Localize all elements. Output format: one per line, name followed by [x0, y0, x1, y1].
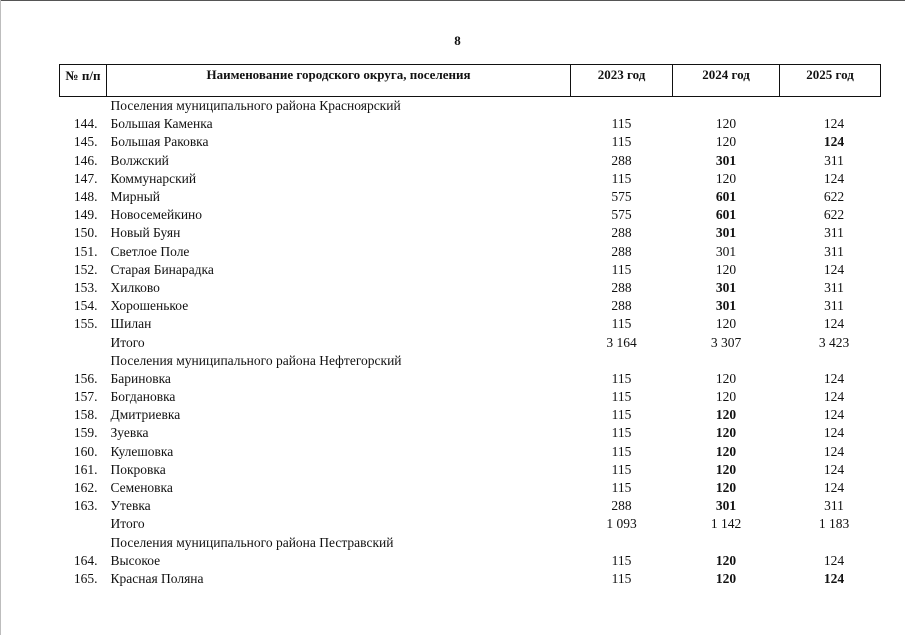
- header-2023: 2023 год: [571, 65, 673, 97]
- value-2024: 120: [715, 170, 737, 186]
- value-2025: 124: [823, 443, 845, 459]
- row-number: 157.: [73, 389, 98, 405]
- table-row: [60, 133, 881, 151]
- table-row: [60, 315, 881, 333]
- table-body: [60, 97, 881, 589]
- value-2024: 120: [715, 389, 737, 405]
- settlement-name: Светлое Поле: [110, 243, 190, 259]
- settlement-name: Большая Каменка: [110, 116, 213, 132]
- section-title: Поселения муниципального района Нефтегорский: [110, 352, 402, 368]
- header-2025: 2025 год: [780, 65, 881, 97]
- row-number: [60, 515, 107, 533]
- value-2025: 1 183: [818, 516, 850, 532]
- value-2025: 124: [823, 570, 845, 586]
- row-number: [60, 534, 107, 552]
- total-label: Итого: [110, 334, 145, 350]
- settlement-name: Семеновка: [110, 480, 173, 496]
- scan-edge-left: [0, 0, 1, 635]
- value-2025: 124: [823, 425, 845, 441]
- table-row: [60, 206, 881, 224]
- value-2023: 575: [611, 207, 632, 223]
- value-2024: 301: [715, 225, 737, 241]
- value-2025: 124: [823, 170, 845, 186]
- value-2024: [673, 97, 780, 116]
- value-2023: 115: [611, 389, 632, 405]
- table-row: [60, 370, 881, 388]
- row-number: [60, 97, 107, 116]
- total-row: [60, 515, 881, 533]
- value-2024: [673, 534, 780, 552]
- value-2025: [780, 97, 881, 116]
- row-number: 163.: [73, 498, 98, 514]
- value-2024: 301: [715, 243, 737, 259]
- value-2024: 120: [715, 116, 737, 132]
- value-2023: 115: [611, 261, 632, 277]
- settlement-name: Покровка: [110, 461, 166, 477]
- value-2023: [571, 534, 673, 552]
- value-2025: 124: [823, 552, 845, 568]
- row-number: 165.: [73, 570, 98, 586]
- row-number: 145.: [73, 134, 98, 150]
- total-label: Итого: [110, 516, 145, 532]
- settlement-name: Старая Бинарадка: [110, 261, 214, 277]
- value-2025: 311: [824, 279, 844, 295]
- value-2023: 115: [611, 461, 632, 477]
- value-2024: 120: [715, 461, 737, 477]
- value-2023: 115: [611, 425, 632, 441]
- value-2024: 601: [715, 207, 737, 223]
- page-number: 8: [454, 33, 461, 48]
- value-2023: 115: [611, 370, 632, 386]
- row-number: 150.: [73, 225, 98, 241]
- value-2023: 115: [611, 407, 632, 423]
- value-2023: 575: [611, 189, 632, 205]
- value-2023: 115: [611, 443, 632, 459]
- value-2025: 3 423: [818, 334, 850, 350]
- value-2023: 288: [611, 243, 632, 259]
- value-2024: 120: [715, 425, 737, 441]
- value-2024: 120: [715, 480, 737, 496]
- header-num: № п/п: [60, 65, 107, 97]
- settlement-name: Зуевка: [110, 425, 149, 441]
- table-row: [60, 279, 881, 297]
- value-2023: 3 164: [606, 334, 637, 350]
- section-row: [60, 97, 881, 116]
- scan-edge-top: [0, 0, 905, 1]
- row-number: 154.: [73, 298, 98, 314]
- value-2025: 311: [824, 498, 844, 514]
- table-row: [60, 406, 881, 424]
- settlement-name: Хорошенькое: [110, 298, 189, 314]
- settlement-name: Новый Буян: [110, 225, 181, 241]
- value-2023: 115: [611, 480, 632, 496]
- value-2024: 301: [715, 298, 737, 314]
- value-2023: 288: [611, 298, 632, 314]
- row-number: [60, 333, 107, 351]
- settlement-name: Хилково: [110, 279, 160, 295]
- value-2025: 622: [823, 189, 845, 205]
- table-row: [60, 388, 881, 406]
- row-number: 164.: [73, 552, 98, 568]
- settlement-name: Волжский: [110, 152, 169, 168]
- row-number: [60, 352, 107, 370]
- header-row: [60, 65, 881, 97]
- value-2025: 311: [824, 225, 844, 241]
- row-number: 161.: [73, 461, 98, 477]
- value-2025: [780, 534, 881, 552]
- value-2024: 120: [715, 261, 737, 277]
- value-2023: 115: [611, 552, 632, 568]
- value-2025: 124: [823, 134, 845, 150]
- value-2023: [571, 352, 673, 370]
- value-2023: 288: [611, 225, 632, 241]
- value-2025: 124: [823, 407, 845, 423]
- value-2023: 1 093: [606, 516, 637, 532]
- value-2024: 120: [715, 134, 737, 150]
- row-number: 151.: [73, 243, 98, 259]
- value-2024: 301: [715, 152, 737, 168]
- total-row: [60, 333, 881, 351]
- table-row: [60, 297, 881, 315]
- settlement-name: Утевка: [110, 498, 151, 514]
- value-2025: 311: [824, 152, 844, 168]
- row-number: 159.: [73, 425, 98, 441]
- table-row: [60, 497, 881, 515]
- value-2025: 311: [824, 243, 844, 259]
- table-header: [60, 65, 881, 97]
- table-row: [60, 570, 881, 588]
- value-2024: 601: [715, 189, 737, 205]
- value-2024: [673, 352, 780, 370]
- value-2024: 120: [715, 570, 737, 586]
- row-number: 156.: [73, 370, 98, 386]
- settlement-name: Коммунарский: [110, 170, 197, 186]
- row-number: 153.: [73, 279, 98, 295]
- value-2025: 124: [823, 316, 845, 332]
- value-2024: 120: [715, 552, 737, 568]
- table-row: [60, 243, 881, 261]
- section-row: [60, 352, 881, 370]
- table-row: [60, 261, 881, 279]
- table-row: [60, 152, 881, 170]
- row-number: 162.: [73, 480, 98, 496]
- value-2025: [780, 352, 881, 370]
- section-title: Поселения муниципального района Красноярский: [110, 98, 401, 114]
- value-2025: 124: [823, 261, 845, 277]
- value-2024: 120: [715, 407, 737, 423]
- settlement-name: Дмитриевка: [110, 407, 181, 423]
- value-2025: 124: [823, 116, 845, 132]
- row-number: 147.: [73, 170, 98, 186]
- value-2023: 288: [611, 152, 632, 168]
- value-2023: [571, 97, 673, 116]
- value-2024: 120: [715, 316, 737, 332]
- settlement-name: Богдановка: [110, 389, 176, 405]
- settlement-name: Бариновка: [110, 370, 171, 386]
- value-2025: 622: [823, 207, 845, 223]
- settlement-name: Красная Поляна: [110, 570, 204, 586]
- table-row: [60, 170, 881, 188]
- value-2023: 288: [611, 279, 632, 295]
- row-number: 149.: [73, 207, 98, 223]
- settlement-name: Мирный: [110, 189, 160, 205]
- row-number: 158.: [73, 407, 98, 423]
- value-2025: 124: [823, 461, 845, 477]
- table-row: [60, 443, 881, 461]
- table-row: [60, 479, 881, 497]
- row-number: 144.: [73, 116, 98, 132]
- value-2024: 120: [715, 443, 737, 459]
- row-number: 160.: [73, 443, 98, 459]
- table-row: [60, 115, 881, 133]
- table-row: [60, 461, 881, 479]
- table-row: [60, 552, 881, 570]
- value-2025: 311: [824, 298, 844, 314]
- value-2025: 124: [823, 389, 845, 405]
- value-2024: 301: [715, 279, 737, 295]
- row-number: 152.: [73, 261, 98, 277]
- value-2023: 288: [611, 498, 632, 514]
- value-2023: 115: [611, 170, 632, 186]
- settlement-name: Высокое: [110, 552, 161, 568]
- value-2025: 124: [823, 480, 845, 496]
- table-row: [60, 188, 881, 206]
- value-2024: 120: [715, 370, 737, 386]
- value-2023: 115: [611, 134, 632, 150]
- value-2024: 301: [715, 498, 737, 514]
- table-row: [60, 224, 881, 242]
- settlement-name: Шилан: [110, 316, 152, 332]
- row-number: 146.: [73, 152, 98, 168]
- settlement-name: Кулешовка: [110, 443, 174, 459]
- value-2023: 115: [611, 316, 632, 332]
- row-number: 148.: [73, 189, 98, 205]
- value-2024: 3 307: [710, 334, 742, 350]
- value-2025: 124: [823, 370, 845, 386]
- value-2023: 115: [611, 116, 632, 132]
- header-name: Наименование городского округа, поселения: [107, 65, 571, 97]
- value-2024: 1 142: [710, 516, 742, 532]
- settlement-name: Новосемейкино: [110, 207, 203, 223]
- settlements-table: [59, 64, 881, 588]
- section-title: Поселения муниципального района Пестравский: [110, 534, 394, 550]
- section-row: [60, 534, 881, 552]
- settlement-name: Большая Раковка: [110, 134, 209, 150]
- value-2023: 115: [611, 570, 632, 586]
- table-row: [60, 424, 881, 442]
- row-number: 155.: [73, 316, 98, 332]
- header-2024: 2024 год: [673, 65, 780, 97]
